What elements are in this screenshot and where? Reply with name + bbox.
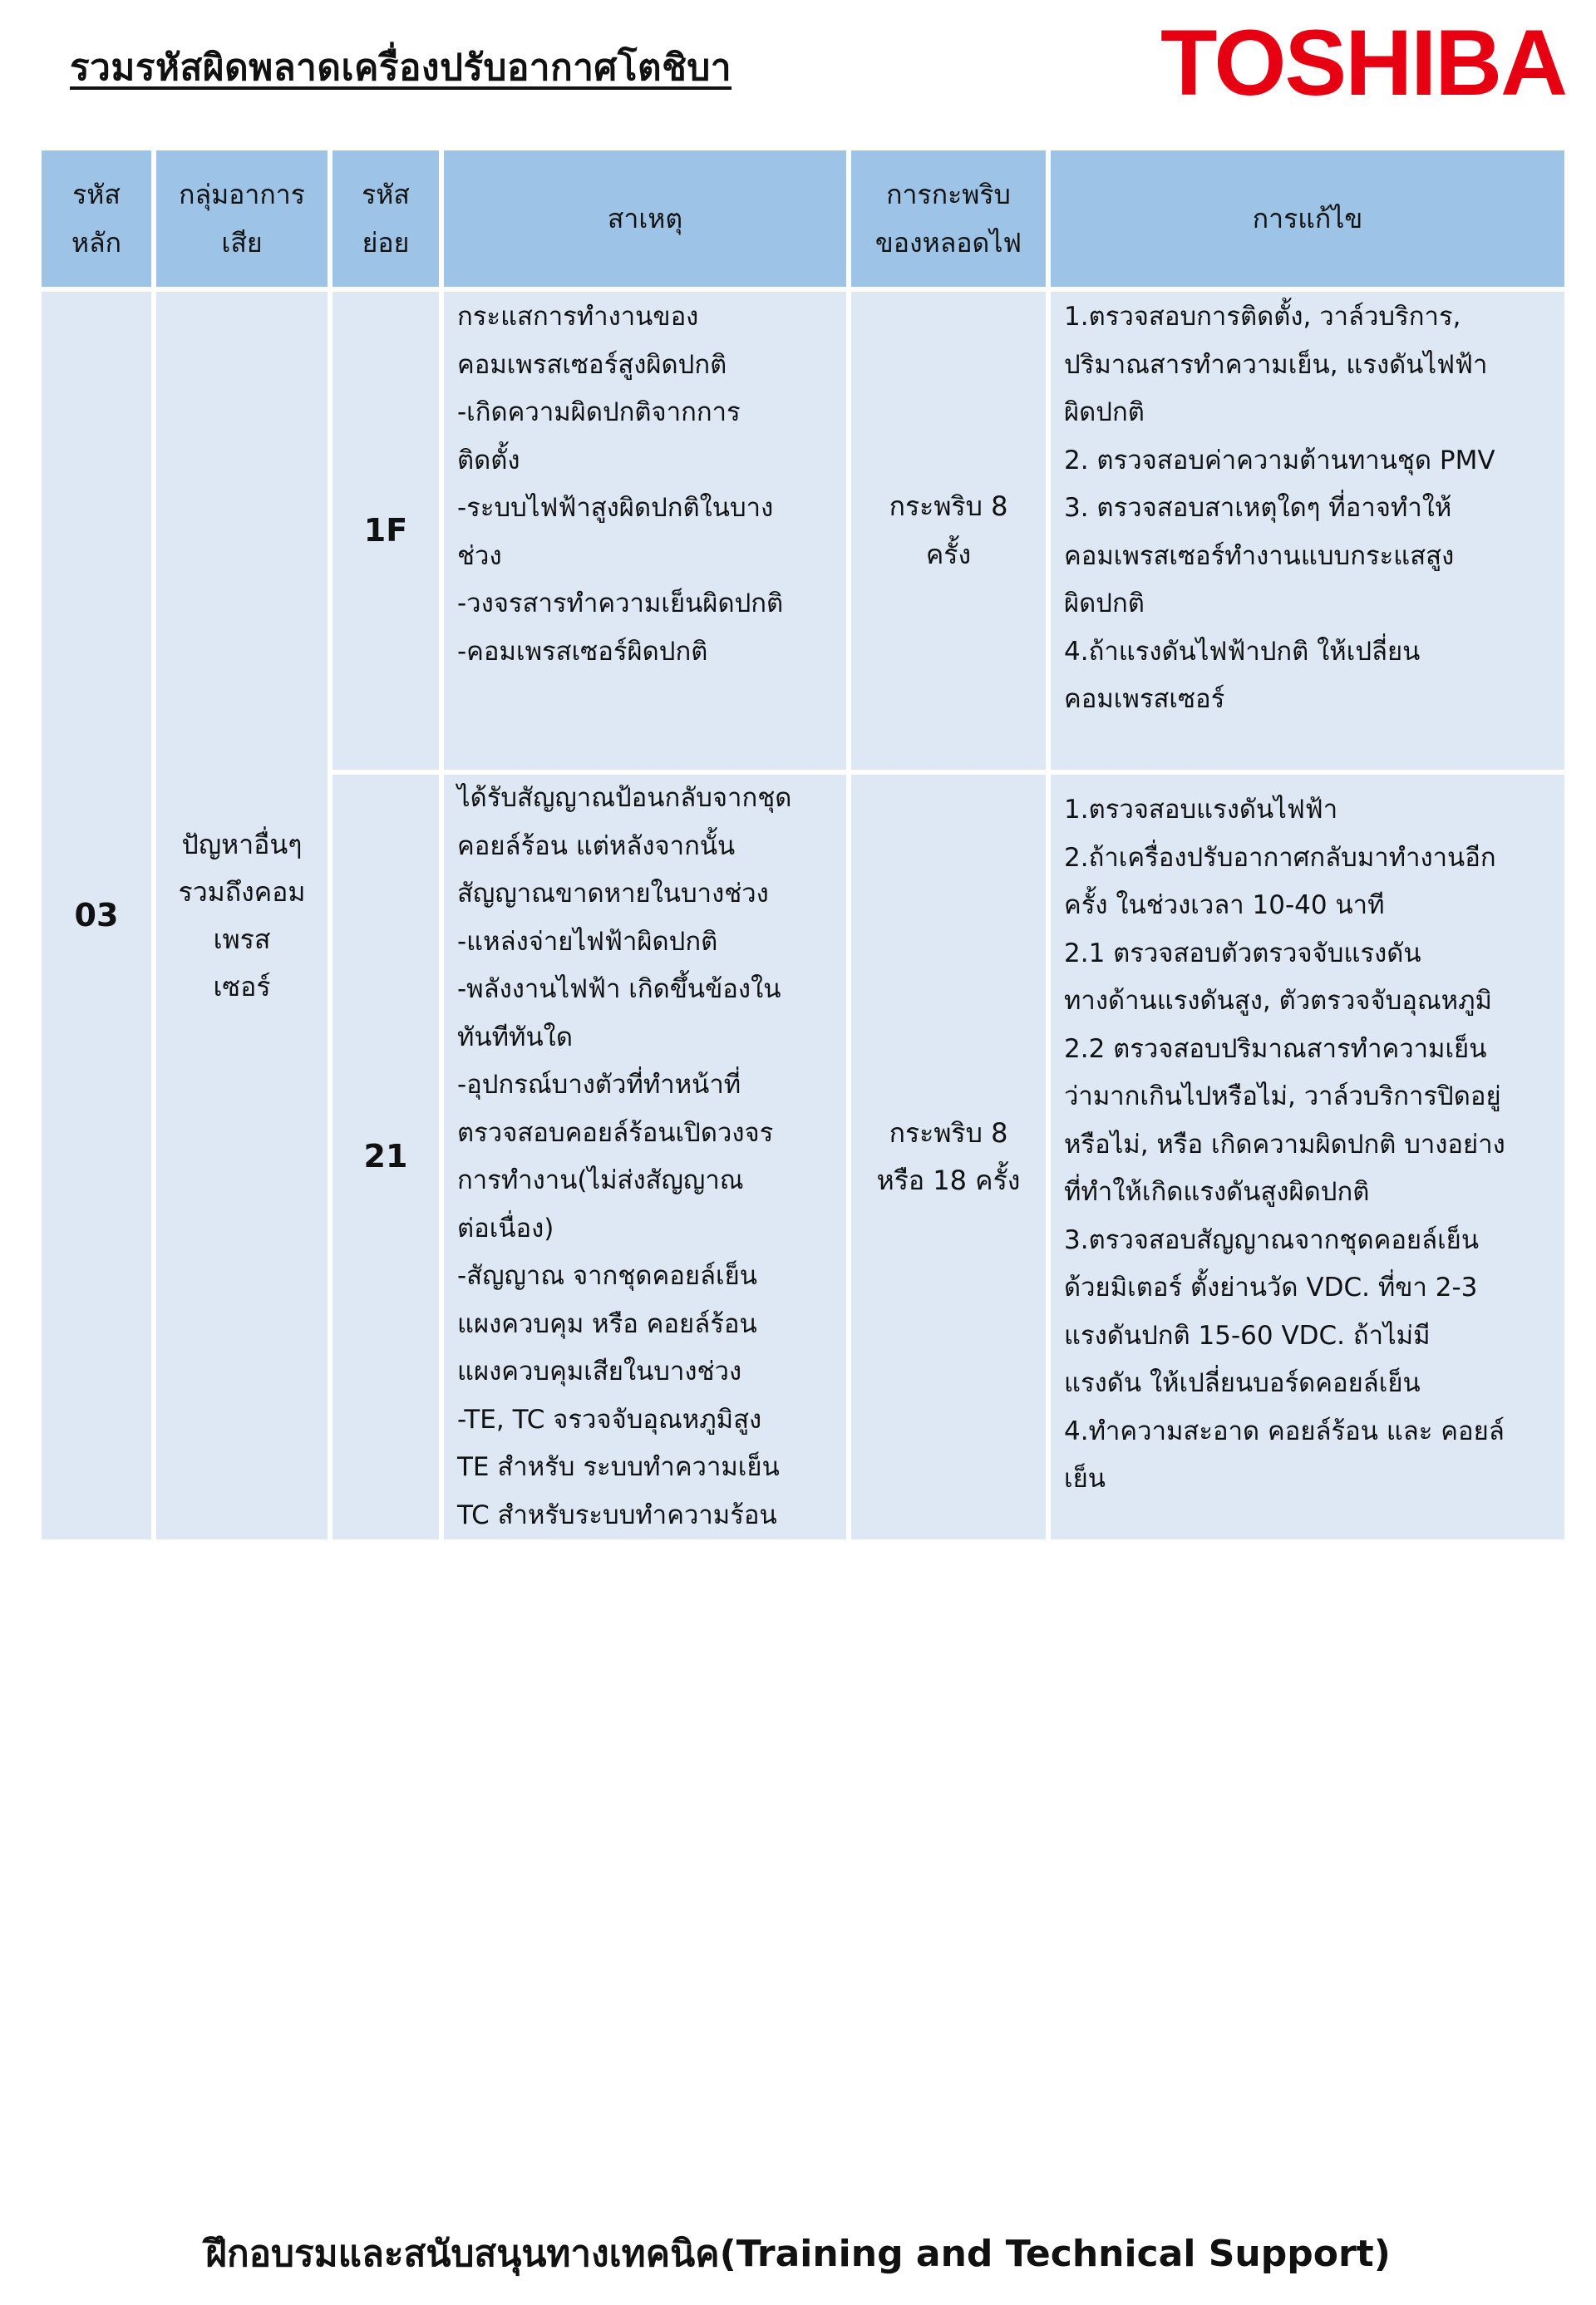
- header-line: สาเหตุ: [607, 203, 683, 234]
- cause-line: -เกิดความผิดปกติจากการ: [457, 397, 741, 427]
- cause-line: คอมเพรสเซอร์สูงผิดปกติ: [457, 349, 727, 380]
- fix-line: 3.ตรวจสอบสัญญาณจากชุดคอยล์เย็น: [1064, 1224, 1480, 1255]
- cause-line: -สัญญาณ จากชุดคอยล์เย็น: [457, 1261, 757, 1291]
- header-line: เสีย: [221, 227, 263, 259]
- col-header-main-code: [42, 150, 151, 287]
- group-line: ปัญหาอื่นๆ: [181, 828, 303, 860]
- fix-line: 4.ถ้าแรงดันไฟฟ้าปกติ ให้เปลี่ยน: [1064, 636, 1421, 667]
- symptom-group-cell: [156, 292, 328, 1539]
- fix-line: คอมเพรสเซอร์: [1064, 684, 1225, 714]
- cause-line: -อุปกรณ์บางตัวที่ทำหน้าที่: [457, 1070, 741, 1100]
- fix-line: 2.1 ตรวจสอบตัวตรวจจับแรงดัน: [1064, 938, 1421, 968]
- header-line: รหัส: [72, 179, 121, 210]
- cause-line: ช่วง: [457, 540, 502, 571]
- fix-line: ปริมาณสารทำความเย็น, แรงดันไฟฟ้า: [1064, 349, 1488, 380]
- fix-line: เย็น: [1064, 1464, 1106, 1494]
- group-line: เพรส: [213, 923, 271, 955]
- blink-line: หรือ 18 ครั้ง: [876, 1165, 1021, 1196]
- blink-line: กระพริบ 8: [889, 490, 1008, 522]
- fix-line: ผิดปกติ: [1064, 589, 1145, 618]
- sub-code-cell: 21: [332, 775, 439, 1539]
- header-line: รหัส: [362, 179, 410, 210]
- cause-line: กระแสการทำงานของ: [457, 302, 699, 332]
- header-line: ย่อย: [362, 227, 410, 259]
- fix-line: 3. ตรวจสอบสาเหตุใดๆ ที่อาจทำให้: [1064, 493, 1452, 523]
- col-header-fix: [1051, 150, 1564, 287]
- fix-line: 1.ตรวจสอบการติดตั้ง, วาล์วบริการ,: [1064, 302, 1461, 332]
- header-line: การกะพริบ: [886, 179, 1011, 210]
- cause-line: ทันทีทันใด: [457, 1022, 573, 1052]
- fix-line: ที่ทำให้เกิดแรงดันสูงผิดปกติ: [1064, 1177, 1370, 1207]
- cause-line: การทำงาน(ไม่ส่งสัญญาณ: [457, 1165, 744, 1195]
- cause-line: ติดตั้ง: [457, 445, 520, 475]
- header-line: การแก้ไข: [1252, 203, 1363, 234]
- fix-line: 2.ถ้าเครื่องปรับอากาศกลับมาทำงานอีก: [1064, 842, 1496, 873]
- blink-line: กระพริบ 8: [889, 1116, 1008, 1149]
- cause-cell: [444, 292, 846, 770]
- fix-line: แรงดันปกติ 15-60 VDC. ถ้าไม่มี: [1064, 1320, 1431, 1351]
- cause-line: -คอมเพรสเซอร์ผิดปกติ: [457, 636, 708, 667]
- cause-line: -แหล่งจ่ายไฟฟ้าผิดปกติ: [457, 926, 718, 957]
- cause-line: ได้รับสัญญาณป้อนกลับจากชุด: [457, 783, 792, 813]
- cause-line: ต่อเนื่อง): [457, 1213, 554, 1244]
- fix-cell: [1051, 775, 1564, 1539]
- header-line: ของหลอดไฟ: [874, 227, 1022, 259]
- col-header-sub-code: [332, 150, 439, 287]
- cause-line: -ระบบไฟฟ้าสูงผิดปกติในบาง: [457, 493, 774, 523]
- header-line: กลุ่มอาการ: [179, 179, 305, 210]
- fix-line: 4.ทำความสะอาด คอยล์ร้อน และ คอยล์: [1064, 1416, 1505, 1446]
- cause-line: TE สำหรับ ระบบทำความเย็น: [457, 1452, 780, 1482]
- blink-cell: [851, 775, 1046, 1539]
- blink-cell: [851, 292, 1046, 770]
- cause-line: คอยล์ร้อน แต่หลังจากนั้น: [457, 830, 736, 861]
- fix-line: 1.ตรวจสอบแรงดันไฟฟ้า: [1064, 795, 1338, 825]
- cause-line: -วงจรสารทำความเย็นผิดปกติ: [457, 589, 784, 618]
- fix-line: คอมเพรสเซอร์ทำงานแบบกระแสสูง: [1064, 540, 1455, 571]
- fix-line: 2. ตรวจสอบค่าความต้านทานชุด PMV: [1064, 445, 1495, 475]
- header-line: หลัก: [71, 227, 122, 259]
- cause-line: ตรวจสอบคอยล์ร้อนเปิดวงจร: [457, 1117, 774, 1148]
- cause-line: TC สำหรับระบบทำความร้อน: [457, 1500, 777, 1530]
- toshiba-logo: TOSHIBA: [1160, 11, 1566, 115]
- fix-line: 2.2 ตรวจสอบปริมาณสารทำความเย็น: [1064, 1033, 1487, 1064]
- group-line: เซอร์: [213, 970, 271, 1002]
- fix-line: ผิดปกติ: [1064, 397, 1145, 427]
- cause-line: แผงควบคุม หรือ คอยล์ร้อน: [457, 1308, 757, 1339]
- fix-line: ด้วยมิเตอร์ ตั้งย่านวัด VDC. ที่ขา 2-3: [1064, 1273, 1478, 1303]
- fix-cell: [1051, 292, 1564, 770]
- fix-line: ว่ามากเกินไปหรือไม่, วาล์วบริการปิดอยู่: [1064, 1081, 1501, 1111]
- cause-line: -พลังงานไฟฟ้า เกิดขึ้นข้องใน: [457, 974, 781, 1004]
- col-header-blink: [851, 150, 1046, 287]
- fix-line: หรือไม่, หรือ เกิดความผิดปกติ บางอย่าง: [1064, 1129, 1505, 1160]
- cause-line: -TE, TC จรวจจับอุณหภูมิสูง: [457, 1404, 762, 1435]
- table-header-row: [42, 150, 1564, 287]
- sub-code-cell: 1F: [332, 292, 439, 770]
- fix-line: แรงดัน ให้เปลี่ยนบอร์ดคอยล์เย็น: [1064, 1368, 1421, 1398]
- error-code-table: [37, 145, 1569, 1544]
- cause-cell: [444, 775, 846, 1539]
- col-header-cause: [444, 150, 846, 287]
- cause-line: สัญญาณขาดหายในบางช่วง: [457, 879, 769, 909]
- main-code-cell: 03: [42, 292, 151, 1539]
- blink-line: ครั้ง: [925, 538, 972, 570]
- page-title: รวมรหัสผิดพลาดเครื่องปรับอากาศโตชิบา: [70, 47, 732, 89]
- group-line: รวมถึงคอม: [178, 875, 306, 908]
- table-row: [42, 292, 1564, 770]
- footer-text: ฝึกอบรมและสนับสนุนทางเทคนิค(Training and Technical Support): [205, 2233, 1391, 2275]
- col-header-symptom-group: [156, 150, 328, 287]
- fix-line: ทางด้านแรงดันสูง, ตัวตรวจจับอุณหภูมิ: [1064, 986, 1492, 1016]
- fix-line: ครั้ง ในช่วงเวลา 10-40 นาที: [1064, 890, 1385, 920]
- cause-line: แผงควบคุมเสียในบางช่วง: [457, 1357, 742, 1386]
